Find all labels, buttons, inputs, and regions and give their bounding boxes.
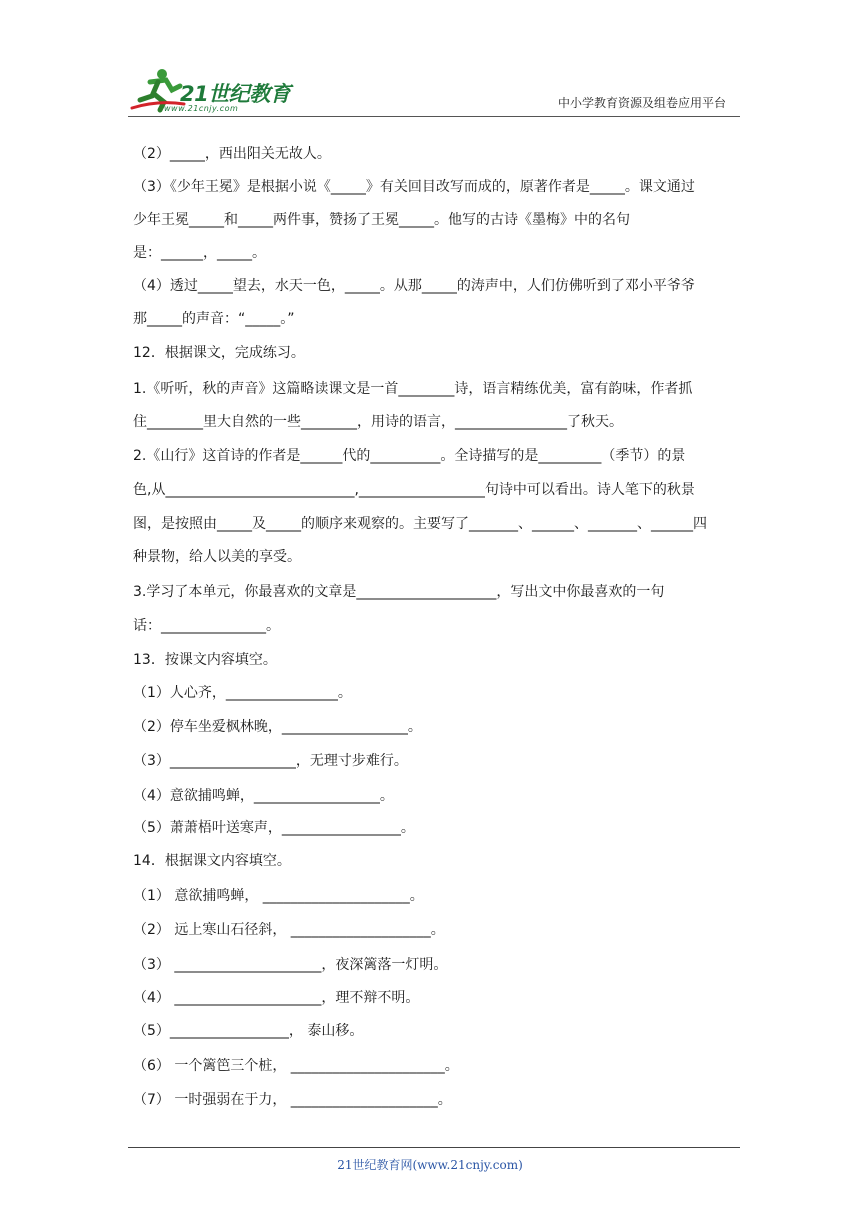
text-line: 3.学习了本单元，你最喜欢的文章是____________________，写出文中你最喜欢的一句 [133, 584, 665, 600]
question-heading: 13．按课文内容填空。 [133, 652, 277, 668]
text-line: （5）_________________， 泰山移。 [133, 1023, 364, 1039]
text-line: 那_____的声音：“_____。” [133, 311, 295, 327]
text-line: 话：_______________。 [133, 618, 280, 634]
page-header [128, 64, 740, 117]
text-line: （4）意欲捕鸣蝉，__________________。 [133, 788, 394, 804]
text-line: （3）__________________，无理寸步难行。 [133, 753, 408, 769]
site-logo [128, 64, 298, 114]
text-line: 种景物，给人以美的享受。 [133, 549, 301, 565]
footer-divider [128, 1147, 740, 1148]
question-heading: 12．根据课文，完成练习。 [133, 345, 305, 361]
text-line: （1） 意欲捕鸣蝉， _____________________。 [133, 888, 424, 904]
page-footer[interactable]: 21世纪教育网(www.21cnjy.com) [337, 1158, 523, 1172]
text-line: 色,从___________________________,__________________句诗中可以看出。诗人笔下的秋景 [133, 482, 695, 498]
question-heading: 14．根据课文内容填空。 [133, 853, 291, 869]
text-line: （2）_____，西出阳关无故人。 [133, 146, 331, 162]
text-line: （7） 一时强弱在于力， _____________________。 [133, 1092, 452, 1108]
text-line: （3） _____________________，夜深篱落一灯明。 [133, 957, 448, 973]
text-line: （6） 一个篱笆三个桩， ______________________。 [133, 1058, 459, 1074]
logo-url: www.21cnjy.com [164, 104, 239, 113]
text-line: （1）人心齐，________________。 [133, 685, 352, 701]
text-line: （2） 远上寒山石径斜， ____________________。 [133, 922, 445, 938]
text-line: 图，是按照由_____及_____的顺序来观察的。主要写了_______、______、_______、______四 [133, 516, 707, 532]
platform-name: 中小学教育资源及组卷应用平台 [557, 96, 726, 110]
logo-title: 21世纪教育 [180, 82, 291, 106]
text-line: 少年王冕_____和_____两件事，赞扬了王冕_____。他写的古诗《墨梅》中的名句 [133, 212, 630, 228]
text-line: （3）《少年王冕》是根据小说《_____》有关回目改写而成的，原著作者是_____。课文通过 [133, 179, 695, 195]
text-line: （4）透过_____望去，水天一色，_____。从那_____的涛声中，人们仿佛听到了邓小平爷爷 [133, 278, 695, 294]
text-line: （2）停车坐爱枫林晚，__________________。 [133, 719, 422, 735]
text-line: （4） _____________________，理不辩不明。 [133, 990, 420, 1006]
text-line: 2.《山行》这首诗的作者是______代的__________。全诗描写的是_________（季节）的景 [133, 448, 686, 464]
text-line: 是：______，_____。 [133, 245, 266, 261]
text-line: 住________里大自然的一些________，用诗的语言，________________了秋天。 [133, 414, 623, 430]
text-line: （5）萧萧梧叶送寒声，_________________。 [133, 820, 415, 836]
text-line: 1.《听听，秋的声音》这篇略读课文是一首________诗，语言精练优美，富有韵味，作者抓 [133, 381, 693, 397]
